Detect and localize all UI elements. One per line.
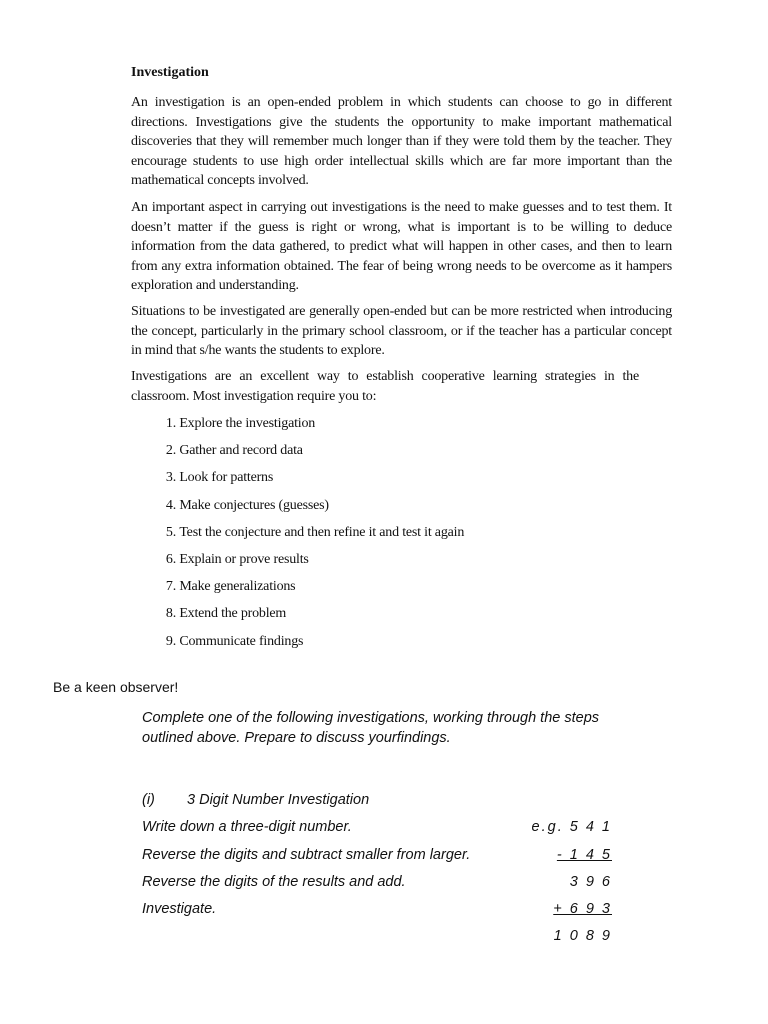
- investigation-title: 3 Digit Number Investigation: [187, 792, 370, 808]
- list-item: [131, 439, 464, 466]
- list-item: [131, 602, 464, 629]
- step-text: Extend the problem: [179, 606, 287, 622]
- worked-example: + 6 9 3: [553, 901, 612, 917]
- step-number: 2.: [165, 443, 176, 459]
- worked-example-result: 1 0 8 9: [553, 928, 612, 944]
- step-text: Test the conjecture and then refine it and test it again: [179, 524, 465, 540]
- steps-list: [131, 412, 464, 657]
- step-number: 3.: [165, 470, 176, 486]
- step-number: 1.: [165, 416, 176, 431]
- step-number: 7.: [165, 579, 176, 595]
- worked-example: 3 9 6: [569, 874, 612, 890]
- step-instruction: Write down a three-digit number.: [142, 819, 352, 835]
- list-item: [131, 466, 464, 493]
- instructions: Complete one of the following investigations, working through the steps outlined above. Prepare to discuss yourfindings.: [142, 710, 600, 746]
- list-item: [131, 494, 464, 521]
- step-text: Look for patterns: [179, 470, 274, 486]
- step-number: 5.: [165, 524, 176, 540]
- step-number: 9.: [165, 633, 176, 649]
- investigation-heading: [142, 792, 369, 808]
- list-item: [131, 575, 464, 602]
- step-instruction: Reverse the digits and subtract smaller from larger.: [142, 847, 471, 863]
- observer-note: Be a keen observer!: [53, 679, 179, 695]
- step-number: 6.: [165, 551, 176, 567]
- list-item: [131, 630, 464, 657]
- paragraph-cooperative: Investigations are an excellent way to establish cooperative learning strategies in the classroom. Most investigation require you to:: [131, 369, 639, 404]
- worked-example: - 1 4 5: [556, 847, 612, 863]
- paragraph-guessing: An important aspect in carrying out investigations is the need to make guesses and to test them. It doesn’t matter if the guess is right or wrong, what is important is to be willing to deduce information from the data gathered, to predict what will happen in other cases, and then to learn from any extra information obtained. The fear of being wrong needs to be overcome as it hampers exploration and understanding.: [131, 200, 672, 293]
- paragraph-definition: An investigation is an open-ended problem in which students can choose to go in different directions. Investigations give the students the opportunity to make important mathematical discoveries that they will remember much longer than if they were told them by the teacher. They encourage students to use high order intellectual skills which are far more important than the mathematical concepts involved.: [131, 95, 672, 188]
- step-text: Make generalizations: [179, 579, 296, 595]
- paragraph-situations: Situations to be investigated are generally open-ended but can be more restricted when introducing the concept, particularly in the primary school classroom, or if the teacher has a particular concept in mind that s/he wants the students to explore.: [131, 304, 672, 358]
- worked-example: e.g. 5 4 1: [531, 819, 612, 835]
- step-instruction: Investigate.: [142, 901, 217, 917]
- list-item: [131, 548, 464, 575]
- step-text: Communicate findings: [179, 633, 304, 649]
- step-instruction: Reverse the digits of the results and add.: [142, 874, 406, 890]
- list-item: [131, 412, 464, 439]
- section-heading: Investigation: [131, 65, 209, 80]
- step-text: Make conjectures (guesses): [179, 497, 329, 513]
- investigation-number: (i): [142, 792, 155, 808]
- step-text: Gather and record data: [179, 443, 303, 459]
- step-number: 8.: [165, 606, 176, 622]
- list-item: [131, 521, 464, 548]
- step-number: 4.: [165, 497, 176, 513]
- step-text: Explore the investigation: [179, 416, 316, 431]
- step-text: Explain or prove results: [179, 551, 309, 567]
